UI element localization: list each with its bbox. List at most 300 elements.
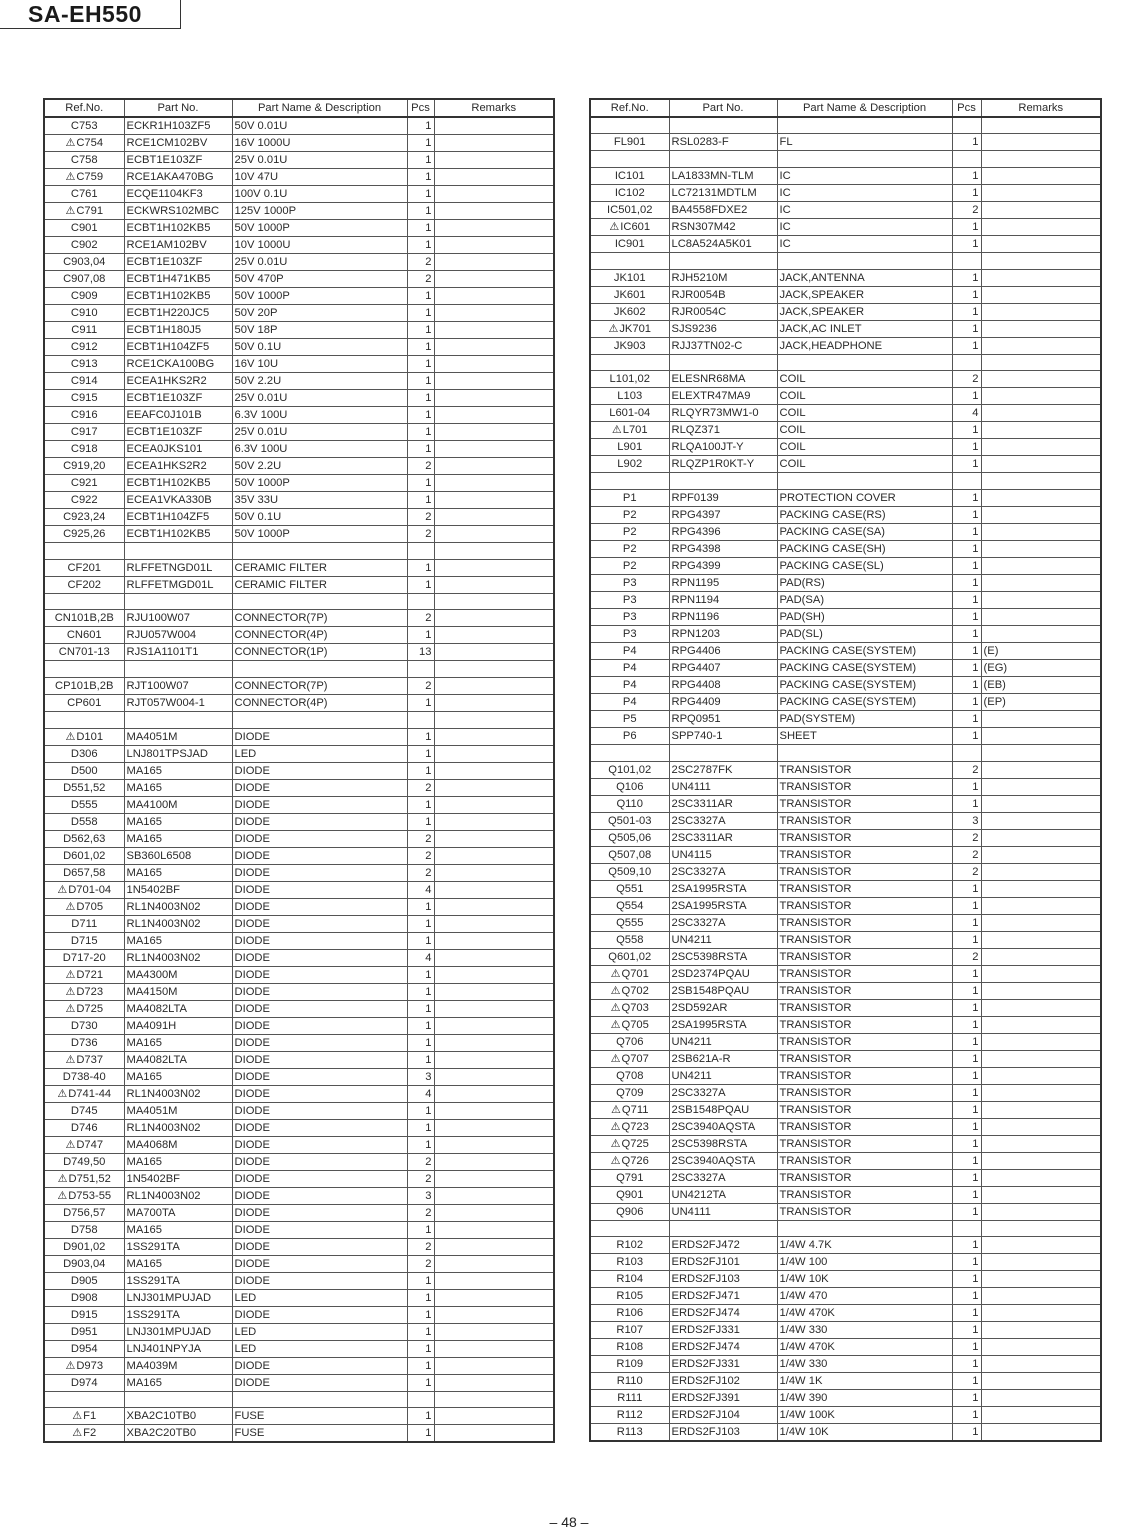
- table-row: [44, 915, 554, 932]
- pcs-cell-text: 1: [425, 1410, 432, 1423]
- remarks-cell: [434, 1391, 554, 1408]
- ref-no-cell: [590, 608, 669, 625]
- part-no-cell-text: 2SC3327A: [671, 865, 726, 878]
- table-row: [44, 1102, 554, 1119]
- ref-no-cell: [590, 523, 669, 540]
- ref-no-cell-text: L901: [617, 441, 643, 454]
- table-row: [44, 356, 554, 373]
- part-no-cell: [124, 203, 232, 220]
- part-no-cell-text: RCE1AKA470BG: [126, 171, 214, 183]
- table-row: [590, 591, 1101, 608]
- part-no-cell: [124, 1306, 232, 1323]
- table-row: [44, 526, 554, 543]
- remarks-cell: [981, 1373, 1101, 1390]
- pcs-cell: [407, 492, 434, 509]
- part-no-cell-text: MA165: [126, 1036, 162, 1049]
- safety-warning-icon: ⚠: [65, 1138, 76, 1151]
- description-cell: [777, 422, 952, 439]
- table-row: [590, 252, 1101, 269]
- ref-no-cell-text: D717-20: [62, 951, 106, 964]
- part-no-cell-text: MA165: [126, 781, 162, 794]
- pcs-cell-text: 1: [972, 1324, 979, 1337]
- pcs-cell: [952, 778, 981, 795]
- table-row: [44, 373, 554, 390]
- pcs-cell-text: 3: [425, 1189, 432, 1202]
- description-cell: [777, 1288, 952, 1305]
- pcs-cell-text: 2: [425, 1172, 432, 1185]
- description-cell: [232, 728, 407, 745]
- remarks-cell: [981, 1118, 1101, 1135]
- remarks-cell: [981, 1254, 1101, 1271]
- remarks-cell: [434, 983, 554, 1000]
- description-cell: [232, 576, 407, 593]
- part-no-cell: [669, 863, 777, 880]
- description-cell-text: COIL: [779, 373, 806, 386]
- description-cell: [232, 458, 407, 475]
- pcs-cell-text: 2: [425, 256, 432, 268]
- table-row: [590, 134, 1101, 151]
- ref-no-cell: [590, 965, 669, 982]
- pcs-cell: [407, 220, 434, 237]
- ref-no-cell: [44, 864, 124, 881]
- part-no-cell-text: 2SC3327A: [671, 916, 726, 929]
- part-no-cell-text: EEAFC0J101B: [126, 409, 202, 421]
- table-row: [44, 1425, 554, 1443]
- pcs-cell: [407, 695, 434, 712]
- ref-no-cell-text: D500: [70, 764, 98, 777]
- pcs-cell: [407, 1391, 434, 1408]
- pcs-cell-text: 1: [972, 797, 979, 810]
- remarks-cell: [981, 1101, 1101, 1118]
- table-row: [44, 339, 554, 356]
- part-no-cell-text: SPP740-1: [671, 729, 723, 742]
- ref-no-cell: [44, 475, 124, 492]
- remarks-cell: [981, 167, 1101, 184]
- table-row: [44, 458, 554, 475]
- ref-no-cell-text: L103: [617, 390, 643, 403]
- part-no-cell: [124, 1017, 232, 1034]
- ref-no-cell: [44, 1017, 124, 1034]
- description-cell: [232, 610, 407, 627]
- part-no-cell: [124, 424, 232, 441]
- description-cell-text: DIODE: [234, 1104, 270, 1117]
- pcs-cell: [407, 1340, 434, 1357]
- description-cell-text: 35V 33U: [234, 494, 279, 506]
- safety-warning-icon: ⚠: [65, 171, 76, 183]
- table-row: [44, 1221, 554, 1238]
- table-row: [44, 847, 554, 864]
- pcs-cell: [952, 167, 981, 184]
- ref-no-cell-text: Q509,10: [608, 865, 652, 878]
- ref-no-cell: [44, 559, 124, 576]
- ref-no-cell-text: IC601: [620, 220, 651, 233]
- ref-no-cell-text: C753: [70, 120, 98, 132]
- table-row: [44, 1272, 554, 1289]
- description-cell: [777, 456, 952, 473]
- ref-no-cell-text: D730: [70, 1019, 98, 1032]
- remarks-cell: [434, 1374, 554, 1391]
- ref-no-cell: [590, 812, 669, 829]
- part-no-cell-text: 2SC3327A: [671, 814, 726, 827]
- remarks-cell: [981, 795, 1101, 812]
- pcs-cell: [952, 727, 981, 744]
- part-no-cell-text: MA165: [126, 1376, 162, 1389]
- pcs-cell-text: 1: [972, 729, 979, 742]
- pcs-cell: [952, 591, 981, 608]
- part-no-cell-text: RLFFETMGD01L: [126, 578, 214, 591]
- table-row: [590, 710, 1101, 727]
- remarks-cell: [981, 371, 1101, 388]
- table-row: [44, 1238, 554, 1255]
- part-no-cell-text: LC72131MDTLM: [671, 186, 757, 199]
- description-cell-text: TRANSISTOR: [779, 1086, 852, 1099]
- table-row: [590, 897, 1101, 914]
- pcs-cell-text: 2: [972, 865, 979, 878]
- pcs-cell-text: 1: [972, 695, 979, 708]
- description-cell: [777, 1067, 952, 1084]
- table-row: [44, 661, 554, 678]
- ref-no-cell-text: C791: [76, 205, 104, 217]
- part-no-cell-text: ERDS2FJ101: [671, 1256, 740, 1269]
- pcs-cell-text: 2: [972, 950, 979, 963]
- pcs-cell-text: 1: [972, 933, 979, 946]
- description-cell: [232, 1425, 407, 1443]
- part-no-cell-text: LNJ801TPSJAD: [126, 747, 208, 760]
- table-row: [44, 1289, 554, 1306]
- description-cell-text: 50V 0.01U: [234, 120, 288, 132]
- remarks-cell: [981, 540, 1101, 557]
- remarks-cell: [981, 931, 1101, 948]
- pcs-cell: [952, 1424, 981, 1442]
- part-no-cell-text: ECBT1H180J5: [126, 324, 202, 336]
- part-no-cell-text: 2SC5398RSTA: [671, 950, 748, 963]
- ref-no-cell: [590, 506, 669, 523]
- part-no-cell-text: MA165: [126, 866, 162, 879]
- ref-no-cell-text: L902: [617, 458, 643, 471]
- pcs-cell: [407, 458, 434, 475]
- pcs-cell: [407, 712, 434, 729]
- pcs-cell: [407, 356, 434, 373]
- remarks-cell: [981, 184, 1101, 201]
- ref-no-cell: [44, 762, 124, 779]
- part-no-cell: [124, 117, 232, 135]
- remarks-cell: [981, 1237, 1101, 1254]
- part-no-cell: [124, 678, 232, 695]
- ref-no-cell-text: Q706: [616, 1035, 644, 1048]
- remarks-cell: [434, 1306, 554, 1323]
- part-no-cell-text: RSN307M42: [671, 220, 736, 233]
- part-no-cell-text: MA700TA: [126, 1206, 176, 1219]
- ref-no-cell-text: Q725: [621, 1137, 649, 1150]
- pcs-cell: [952, 1339, 981, 1356]
- description-cell: [232, 1085, 407, 1102]
- pcs-cell-text: 1: [972, 1069, 979, 1082]
- ref-no-cell: [44, 610, 124, 627]
- table-row: [590, 117, 1101, 134]
- table-row: [590, 489, 1101, 506]
- ref-no-cell: [590, 1186, 669, 1203]
- pcs-cell: [407, 1153, 434, 1170]
- part-no-cell: [124, 152, 232, 169]
- table-row: [590, 914, 1101, 931]
- pcs-cell: [952, 269, 981, 286]
- pcs-cell: [952, 608, 981, 625]
- part-no-cell: [124, 593, 232, 610]
- remarks-cell: [434, 1289, 554, 1306]
- description-cell: [232, 1221, 407, 1238]
- remarks-cell: [434, 186, 554, 203]
- ref-no-cell-text: CN701-13: [58, 646, 110, 659]
- pcs-cell-text: 1: [425, 917, 432, 930]
- pcs-cell-text: 2: [425, 511, 432, 523]
- description-cell: [232, 932, 407, 949]
- pcs-cell-text: 1: [972, 237, 979, 250]
- remarks-cell: [434, 356, 554, 373]
- description-cell-text: TRANSISTOR: [779, 1018, 852, 1031]
- remarks-cell: [434, 627, 554, 644]
- remarks-cell: [981, 1356, 1101, 1373]
- description-cell-text: LED: [234, 1325, 257, 1338]
- pcs-cell-text: 2: [425, 849, 432, 862]
- table-row: [590, 337, 1101, 354]
- description-cell: [232, 915, 407, 932]
- remarks-cell: [434, 1102, 554, 1119]
- part-no-cell-text: ERDS2FJ331: [671, 1324, 740, 1337]
- part-no-cell-text: RPN1195: [671, 576, 720, 589]
- pcs-cell: [952, 1288, 981, 1305]
- pcs-cell: [407, 237, 434, 254]
- part-no-cell-text: ERDS2FJ331: [671, 1358, 740, 1371]
- pcs-cell-text: 2: [425, 612, 432, 625]
- pcs-cell: [407, 390, 434, 407]
- description-cell: [232, 1408, 407, 1425]
- part-no-cell: [124, 356, 232, 373]
- ref-no-cell-text: C913: [70, 358, 98, 370]
- part-no-cell: [669, 184, 777, 201]
- pcs-cell: [952, 897, 981, 914]
- safety-warning-icon: ⚠: [65, 730, 76, 743]
- pcs-cell: [952, 1271, 981, 1288]
- part-no-cell: [124, 644, 232, 661]
- part-no-cell: [669, 1067, 777, 1084]
- part-no-cell-text: ERDS2FJ474: [671, 1307, 740, 1320]
- part-no-cell: [669, 439, 777, 456]
- part-no-cell: [124, 1408, 232, 1425]
- ref-no-cell: [590, 1390, 669, 1407]
- description-cell-text: TRANSISTOR: [779, 797, 852, 810]
- ref-no-cell: [44, 135, 124, 152]
- table-row: [590, 727, 1101, 744]
- description-cell: [777, 1407, 952, 1424]
- ref-no-cell-text: C923,24: [63, 511, 106, 523]
- pcs-cell: [407, 1051, 434, 1068]
- pcs-cell: [407, 1272, 434, 1289]
- part-no-cell-text: MA4082LTA: [126, 1002, 188, 1015]
- part-no-cell: [124, 1119, 232, 1136]
- part-no-cell-text: MA165: [126, 1223, 162, 1236]
- description-cell: [232, 881, 407, 898]
- part-no-cell: [669, 1237, 777, 1254]
- description-cell-text: COIL: [779, 407, 806, 420]
- table-row: [590, 456, 1101, 473]
- ref-no-cell: [590, 303, 669, 320]
- pcs-cell: [407, 779, 434, 796]
- pcs-cell-text: 1: [972, 169, 979, 182]
- table-row: [44, 424, 554, 441]
- description-cell: [777, 982, 952, 999]
- part-no-cell: [669, 659, 777, 676]
- description-cell: [232, 813, 407, 830]
- pcs-cell: [407, 1034, 434, 1051]
- ref-no-cell-text: C911: [71, 324, 98, 336]
- pcs-cell: [407, 728, 434, 745]
- table-row: [590, 354, 1101, 371]
- ref-no-cell-text: R110: [616, 1375, 643, 1388]
- remarks-cell: [434, 728, 554, 745]
- description-cell: [232, 678, 407, 695]
- ref-no-cell: [44, 526, 124, 543]
- ref-no-cell: [590, 456, 669, 473]
- part-no-cell-text: UN4111: [671, 780, 711, 793]
- pcs-cell: [407, 1119, 434, 1136]
- remarks-cell: [981, 1067, 1101, 1084]
- description-cell-text: TRANSISTOR: [779, 1001, 852, 1014]
- description-cell: [777, 439, 952, 456]
- part-no-cell: [669, 1407, 777, 1424]
- table-row: [44, 1323, 554, 1340]
- pcs-cell-text: 1: [425, 1121, 432, 1134]
- part-no-cell-text: RPF0139: [671, 491, 719, 504]
- description-cell-text: 50V 0.1U: [234, 341, 282, 353]
- description-cell: [232, 356, 407, 373]
- description-cell: [232, 305, 407, 322]
- part-no-cell: [124, 1051, 232, 1068]
- ref-no-cell-text: P6: [622, 729, 637, 742]
- pcs-cell-text: 2: [425, 1240, 432, 1253]
- pcs-cell: [407, 915, 434, 932]
- ref-no-cell-text: C909: [70, 290, 98, 302]
- ref-no-cell-text: C758: [70, 154, 98, 166]
- remarks-cell: [434, 322, 554, 339]
- remarks-cell: [981, 1033, 1101, 1050]
- pcs-cell: [952, 710, 981, 727]
- description-cell: [777, 914, 952, 931]
- remarks-cell: [434, 407, 554, 424]
- part-no-cell-text: XBA2C10TB0: [126, 1410, 197, 1423]
- description-cell-text: PAD(SYSTEM): [779, 712, 856, 725]
- table-row: [44, 186, 554, 203]
- part-no-cell-text: ECBT1H220JC5: [126, 307, 210, 319]
- description-cell: [777, 201, 952, 218]
- ref-no-cell-text: C759: [76, 171, 104, 183]
- description-cell-text: DIODE: [234, 917, 270, 930]
- pcs-cell-text: 1: [425, 290, 432, 302]
- description-cell-text: DIODE: [234, 1223, 270, 1236]
- pcs-cell: [407, 932, 434, 949]
- description-cell: [777, 608, 952, 625]
- description-cell-text: SHEET: [779, 729, 817, 742]
- part-no-cell-text: ERDS2FJ472: [671, 1239, 740, 1252]
- part-no-cell: [669, 489, 777, 506]
- part-no-cell: [124, 1374, 232, 1391]
- safety-warning-icon: ⚠: [65, 985, 76, 998]
- remarks-cell: [981, 591, 1101, 608]
- ref-no-cell-text: Q708: [616, 1069, 644, 1082]
- table-row: [44, 610, 554, 627]
- ref-no-cell: [44, 390, 124, 407]
- ref-no-cell-text: Q726: [621, 1154, 649, 1167]
- part-no-cell: [124, 983, 232, 1000]
- description-cell-text: PAD(SL): [779, 627, 823, 640]
- pcs-cell: [407, 847, 434, 864]
- pcs-cell: [952, 439, 981, 456]
- pcs-cell-text: 1: [425, 341, 432, 353]
- remarks-cell: [981, 778, 1101, 795]
- remarks-cell: [981, 965, 1101, 982]
- description-cell-text: DIODE: [234, 985, 270, 998]
- table-row: [590, 863, 1101, 880]
- description-cell-text: TRANSISTOR: [779, 865, 852, 878]
- description-cell-text: 50V 20P: [234, 307, 278, 319]
- remarks-cell: [981, 1084, 1101, 1101]
- pcs-cell-text: 1: [425, 697, 432, 710]
- pcs-cell-text: 1: [425, 171, 432, 183]
- ref-no-cell-text: D558: [70, 815, 98, 828]
- ref-no-cell: [590, 659, 669, 676]
- description-cell-text: COIL: [779, 458, 806, 471]
- description-cell: [777, 693, 952, 710]
- part-no-cell: [124, 1255, 232, 1272]
- pcs-cell-text: 1: [972, 882, 979, 895]
- description-cell-text: TRANSISTOR: [779, 814, 852, 827]
- description-cell: [232, 390, 407, 407]
- description-cell: [777, 795, 952, 812]
- description-cell: [232, 475, 407, 492]
- pcs-cell: [952, 931, 981, 948]
- pcs-cell: [407, 441, 434, 458]
- pcs-cell: [952, 1101, 981, 1118]
- pcs-cell: [952, 1373, 981, 1390]
- ref-no-cell-text: D736: [70, 1036, 98, 1049]
- pcs-cell: [407, 1306, 434, 1323]
- pcs-cell-text: 1: [972, 1256, 979, 1269]
- ref-no-cell: [44, 1340, 124, 1357]
- description-cell-text: DIODE: [234, 1155, 270, 1168]
- model-header-box: [0, 0, 181, 29]
- part-no-cell: [669, 1254, 777, 1271]
- part-no-cell: [669, 744, 777, 761]
- pcs-cell-text: 1: [425, 477, 432, 489]
- description-cell-text: JACK,SPEAKER: [779, 305, 865, 318]
- ref-no-cell-text: Q901: [616, 1188, 644, 1201]
- ref-no-cell-text: C918: [70, 443, 98, 455]
- column-header-part-no: Part No.: [669, 99, 777, 117]
- part-no-cell: [669, 167, 777, 184]
- description-cell-text: 16V 1000U: [234, 137, 291, 149]
- remarks-cell: [434, 475, 554, 492]
- ref-no-cell-text: C917: [70, 426, 98, 438]
- pcs-cell: [952, 1237, 981, 1254]
- table-row: [44, 1136, 554, 1153]
- part-no-cell: [124, 1187, 232, 1204]
- pcs-cell: [407, 526, 434, 543]
- table-row: [44, 1391, 554, 1408]
- ref-no-cell: [44, 237, 124, 254]
- description-cell-text: DIODE: [234, 832, 270, 845]
- remarks-cell: [434, 932, 554, 949]
- pcs-cell-text: 1: [972, 627, 979, 640]
- pcs-cell: [407, 830, 434, 847]
